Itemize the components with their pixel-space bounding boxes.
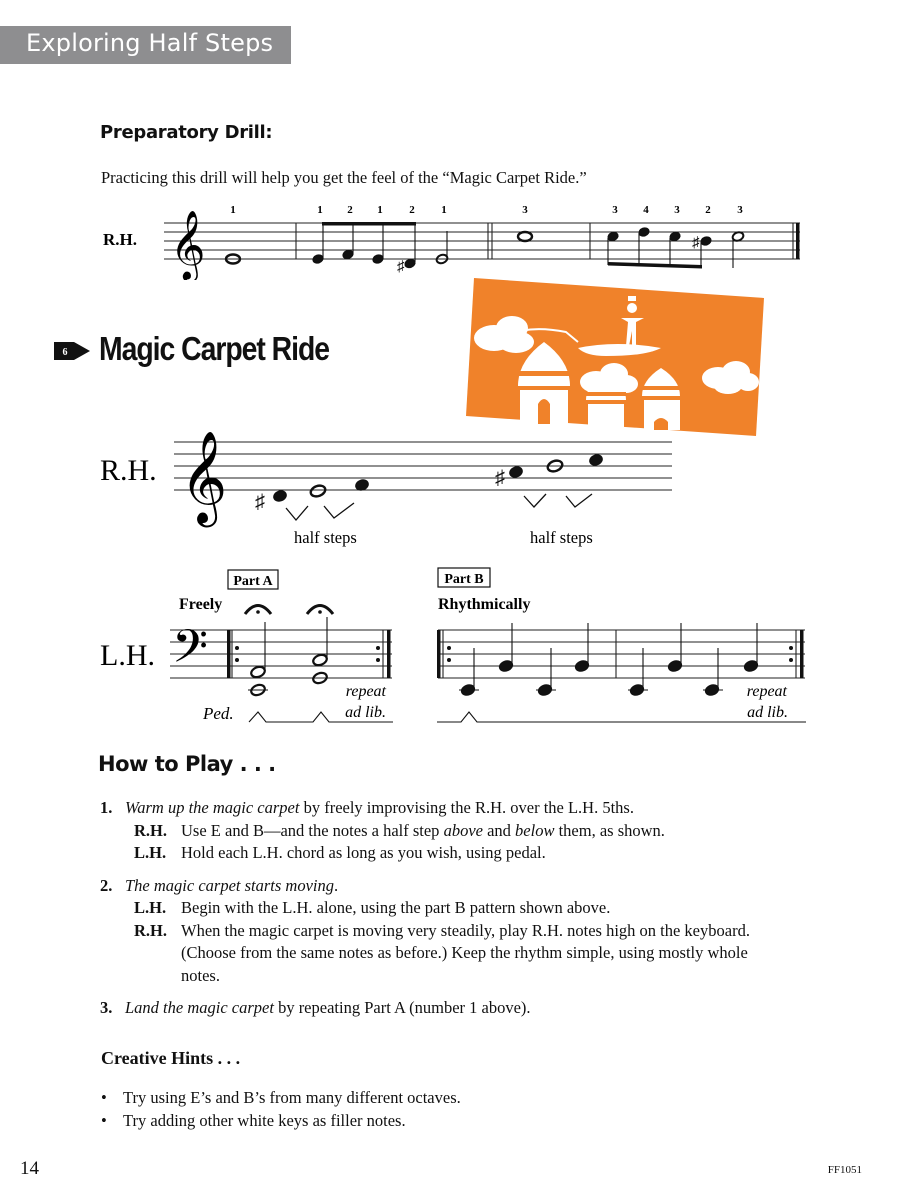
rh-half-steps-staff xyxy=(0,400,900,555)
svg-text:2: 2 xyxy=(409,204,415,216)
lh-staff xyxy=(0,565,900,730)
track-number: 6 xyxy=(62,347,68,358)
svg-text:4: 4 xyxy=(643,204,649,216)
svg-text:♯: ♯ xyxy=(255,491,265,513)
svg-text:1: 1 xyxy=(441,204,447,216)
list-item: • Try adding other white keys as filler notes. xyxy=(101,1111,406,1130)
part-a-tempo: Freely xyxy=(179,596,223,613)
part-b-notes xyxy=(459,623,759,697)
drill-measure-4 xyxy=(607,226,745,268)
svg-text:♯: ♯ xyxy=(495,467,505,489)
half-steps-label-2: half steps xyxy=(530,528,593,547)
part-b-label: Part B xyxy=(444,572,484,587)
note-whole xyxy=(518,232,532,241)
part-a-label: Part A xyxy=(233,574,273,589)
lh-hand-label: L.H. xyxy=(100,639,155,672)
part-a-chords xyxy=(248,617,328,697)
section-banner xyxy=(0,26,291,64)
step-2: 2. The magic carpet starts moving. L.H. Begin with the L.H. alone, using the part B pattern shown above. R.H. When the magic carpet is moving very steadily, play R.H. notes high on the keyboard. (Choose from the same notes as before.) Keep the rhythm simple, using mostly whole notes. xyxy=(100,875,750,985)
rh-hand-label: R.H. xyxy=(100,454,157,487)
half-step-group-2 xyxy=(495,453,604,507)
section-title: Exploring Half Steps xyxy=(26,29,274,57)
page-number: 14 xyxy=(20,1158,39,1179)
preparatory-drill-staff xyxy=(0,195,900,280)
drill-hand-label: R.H. xyxy=(103,230,137,249)
svg-text:1: 1 xyxy=(230,204,236,216)
catalog-code: FF1051 xyxy=(827,1164,862,1176)
svg-text:♯: ♯ xyxy=(692,235,700,251)
step-3: 3. Land the magic carpet by repeating Part A (number 1 above). xyxy=(100,998,531,1017)
fermata-icon xyxy=(245,606,333,615)
svg-text:♯: ♯ xyxy=(397,259,405,275)
treble-clef-icon: 𝄞 xyxy=(170,212,206,278)
svg-text:3: 3 xyxy=(674,204,680,216)
svg-text:1: 1 xyxy=(377,204,383,216)
svg-text:1: 1 xyxy=(317,204,323,216)
svg-text:3: 3 xyxy=(612,204,618,216)
half-step-group-1 xyxy=(255,478,370,520)
how-to-play-steps xyxy=(100,797,860,1030)
track-number-flag xyxy=(54,342,90,360)
part-a-repeat-line1: repeat xyxy=(345,683,386,700)
list-item: • Try using E’s and B’s from many different octaves. xyxy=(101,1088,461,1107)
creative-hints-list xyxy=(101,1086,461,1132)
part-b-tempo: Rhythmically xyxy=(438,596,531,613)
part-b-repeat-line1: repeat xyxy=(746,683,787,700)
part-a-repeat-line2: ad lib. xyxy=(345,704,386,721)
svg-text:2: 2 xyxy=(705,204,711,216)
preparatory-drill-heading: Preparatory Drill: xyxy=(100,122,273,143)
creative-hints-heading: Creative Hints . . . xyxy=(101,1048,241,1068)
part-b-repeat-line2: ad lib. xyxy=(747,704,788,721)
fingering-numbers xyxy=(230,204,743,216)
svg-text:2: 2 xyxy=(347,204,353,216)
pedal-marking: Ped. xyxy=(203,704,234,723)
treble-clef-icon: 𝄞 xyxy=(180,434,228,522)
preparatory-drill-description: Practicing this drill will help you get the feel of the “Magic Carpet Ride.” xyxy=(101,168,587,187)
svg-text:3: 3 xyxy=(522,204,528,216)
how-to-play-heading: How to Play . . . xyxy=(98,752,276,776)
half-steps-label-1: half steps xyxy=(294,528,357,547)
svg-text:3: 3 xyxy=(737,204,743,216)
step-1: 1. Warm up the magic carpet by freely improvising the R.H. over the L.H. 5ths. R.H. Use E and B—and the notes a half step above and below them, as shown. L.H. Hold each L.H. chord as long as you wish, using pedal. xyxy=(100,798,665,862)
drill-measure-2 xyxy=(312,222,449,275)
piece-title: Magic Carpet Ride xyxy=(99,330,330,367)
bass-clef-icon: 𝄢 xyxy=(172,622,209,684)
